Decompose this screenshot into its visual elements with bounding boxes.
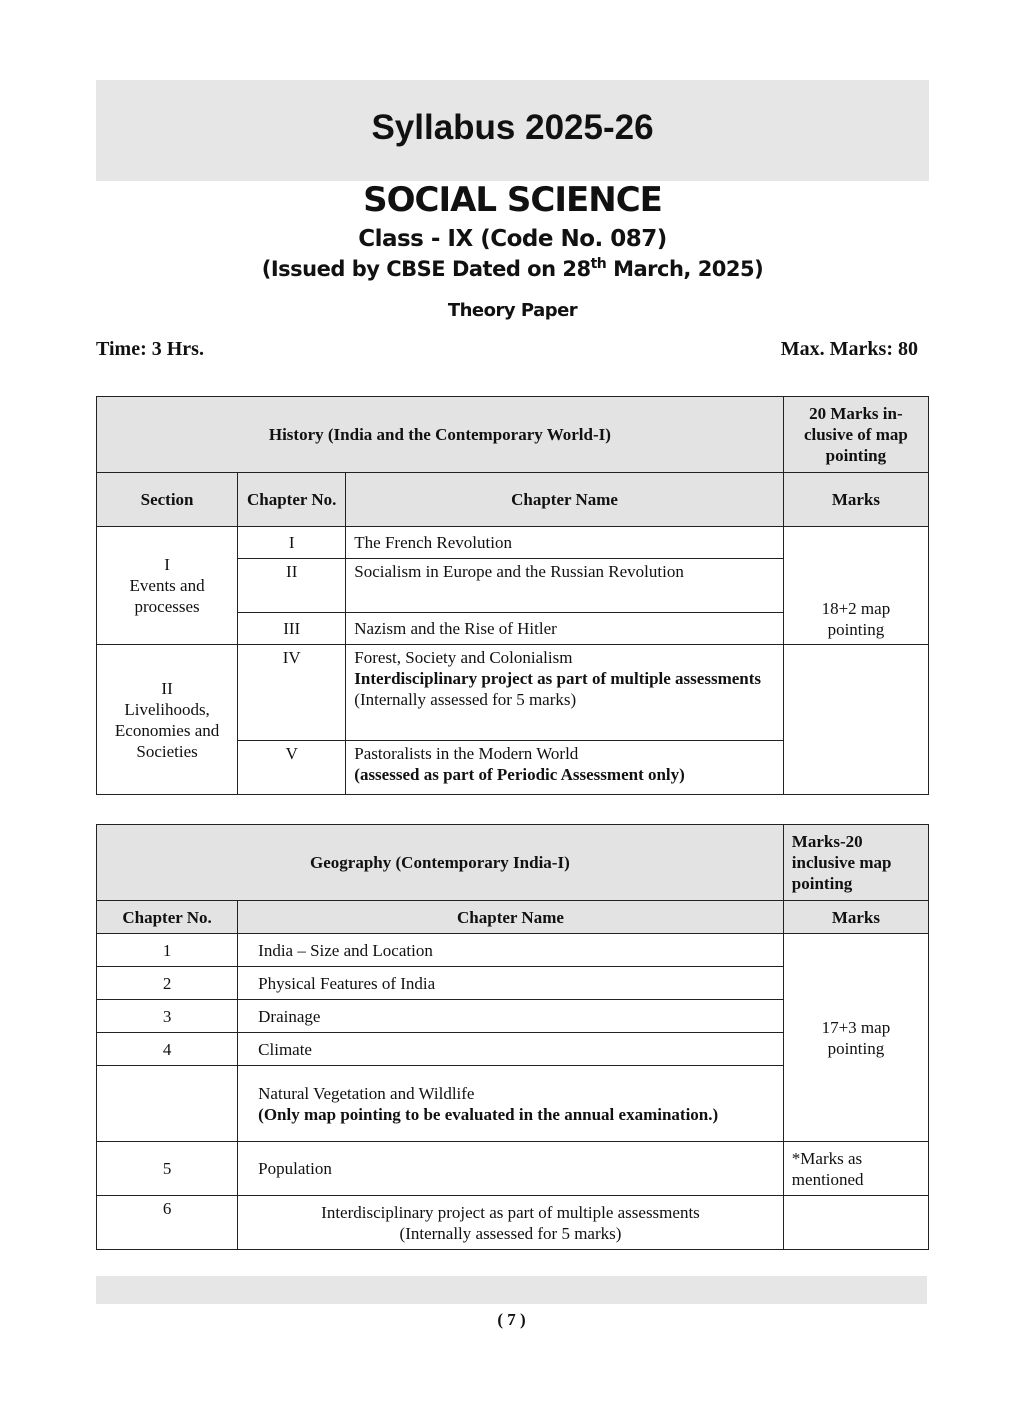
footer-band	[96, 1276, 927, 1304]
row-marks: *Marks as mentioned	[783, 1142, 928, 1196]
chapter-name: Socialism in Europe and the Russian Revolution	[346, 559, 784, 613]
history-title: History (India and the Contemporary World-I)	[97, 397, 784, 473]
chapter-name: Interdisciplinary project as part of multiple assessments	[321, 1202, 700, 1222]
chapter-no: 4	[97, 1033, 238, 1066]
chapter-no: 6	[97, 1196, 238, 1250]
subject-title: SOCIAL SCIENCE	[363, 180, 662, 220]
chapter-name-cell	[346, 741, 784, 795]
geography-table	[96, 824, 929, 1250]
chapter-note-bold: (Only map pointing to be evaluated in the annual examination.)	[258, 1104, 719, 1124]
max-marks: Max. Marks: 80	[780, 338, 918, 360]
class-code: Class - IX (Code No. 087)	[358, 226, 667, 252]
chapter-name: Natural Vegetation and Wildlife	[258, 1083, 475, 1103]
geography-header-row	[97, 901, 929, 934]
section-name: Livelihoods, Economies and Societies	[114, 699, 220, 761]
section-cell	[97, 527, 238, 645]
chapter-no: 3	[97, 1000, 238, 1033]
col-chapter-no: Chapter No.	[238, 473, 346, 527]
chapter-note: (Internally assessed for 5 marks)	[399, 1223, 622, 1243]
history-total-marks: 20 Marks in-clusive of map pointing	[783, 397, 928, 473]
chapter-name: India – Size and Location	[238, 934, 784, 967]
col-chapter-name: Chapter Name	[346, 473, 784, 527]
issued-prefix: (Issued by CBSE Dated on 28	[261, 257, 591, 281]
chapter-note-bold: Interdisciplinary project as part of multiple assessments	[354, 669, 762, 688]
section-number: II	[161, 678, 173, 698]
section-number: I	[164, 555, 170, 574]
group-marks: 17+3 map pointing	[783, 934, 928, 1142]
chapter-no: 1	[97, 934, 238, 967]
chapter-name: Pastoralists in the Modern World	[354, 744, 579, 763]
page-number: ( 7 )	[497, 1310, 526, 1329]
col-marks: Marks	[783, 901, 928, 934]
chapter-no: 5	[97, 1142, 238, 1196]
chapter-name: Drainage	[238, 1000, 784, 1033]
chapter-no: IV	[238, 645, 346, 741]
syllabus-title: Syllabus 2025-26	[371, 108, 654, 147]
chapter-no: II	[238, 559, 346, 613]
issued-sup: th	[590, 256, 607, 272]
chapter-name-cell	[238, 1066, 784, 1142]
col-section: Section	[97, 473, 238, 527]
issued-date	[96, 256, 929, 281]
history-title-row	[97, 397, 929, 473]
col-chapter-name: Chapter Name	[238, 901, 784, 934]
chapter-name: Forest, Society and Colonialism	[354, 648, 573, 667]
history-table	[96, 396, 929, 795]
chapter-no: I	[238, 527, 346, 559]
chapter-no	[97, 1066, 238, 1142]
table-row	[97, 1142, 929, 1196]
section-cell	[97, 645, 238, 795]
table-row	[97, 1196, 929, 1250]
row-marks	[783, 1196, 928, 1250]
history-header-row	[97, 473, 929, 527]
table-row	[97, 527, 929, 559]
chapter-note-bold: (assessed as part of Periodic Assessment only)	[354, 765, 685, 784]
paper-type: Theory Paper	[447, 300, 578, 321]
chapter-name: Physical Features of India	[238, 967, 784, 1000]
chapter-no: III	[238, 613, 346, 645]
col-chapter-no: Chapter No.	[97, 901, 238, 934]
table-row	[97, 645, 929, 741]
section-name: Events and processes	[129, 576, 205, 616]
chapter-note: (Internally assessed for 5 marks)	[354, 690, 577, 709]
table-row	[97, 934, 929, 967]
geography-title: Geography (Contemporary India-I)	[97, 825, 784, 901]
chapter-name: The French Revolution	[346, 527, 784, 559]
chapter-name: Nazism and the Rise of Hitler	[346, 613, 784, 645]
time-duration: Time: 3 Hrs.	[96, 338, 204, 360]
chapter-name: Climate	[238, 1033, 784, 1066]
chapter-name: Population	[238, 1142, 784, 1196]
geography-title-row	[97, 825, 929, 901]
issued-suffix: March, 2025)	[606, 257, 764, 281]
chapter-name-cell	[346, 645, 784, 741]
chapter-no: 2	[97, 967, 238, 1000]
col-marks: Marks	[783, 473, 928, 527]
geography-total-marks: Marks-20 inclusive map pointing	[783, 825, 928, 901]
chapter-no: V	[238, 741, 346, 795]
chapter-name-cell	[238, 1196, 784, 1250]
section-marks	[783, 645, 928, 795]
section-marks: 18+2 map pointing	[783, 527, 928, 645]
